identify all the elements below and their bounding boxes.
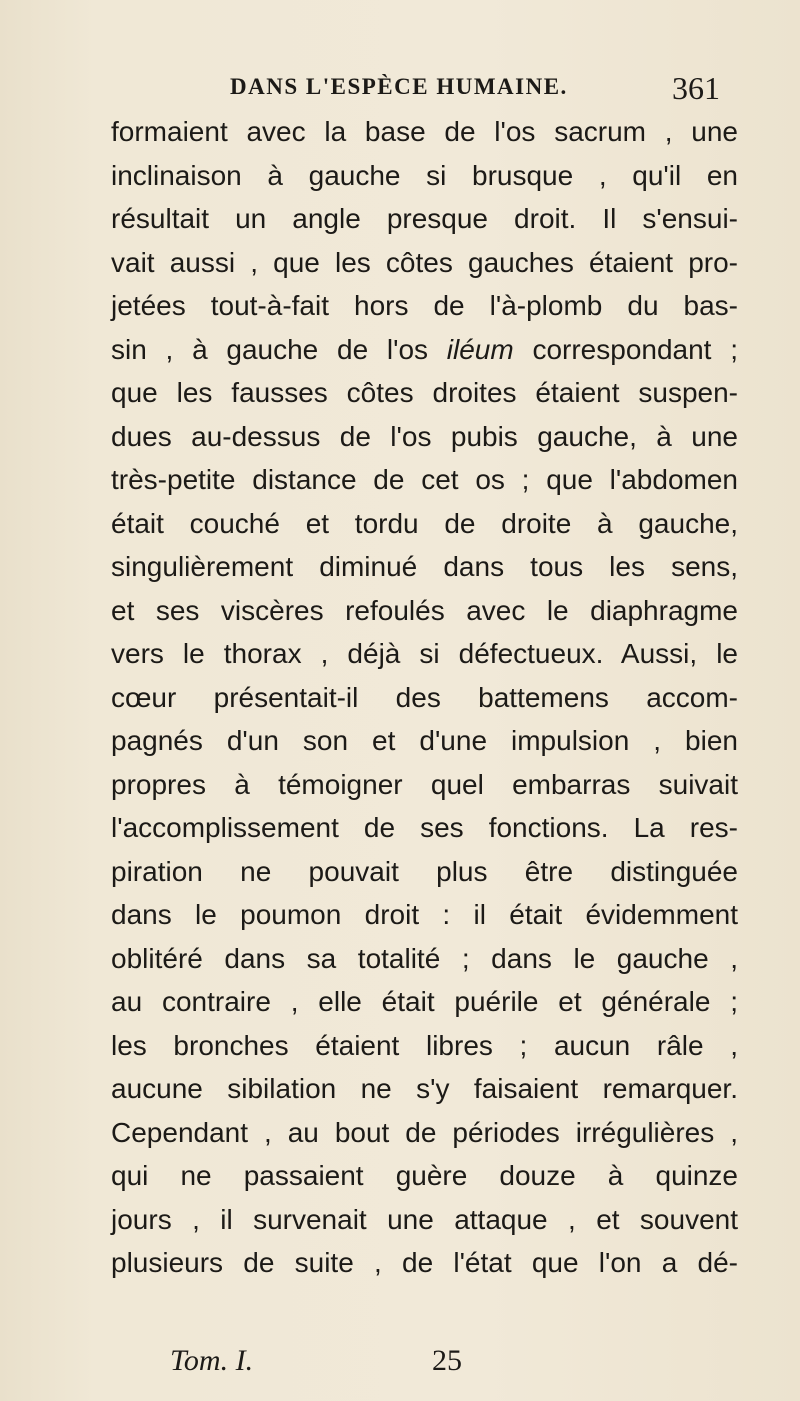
- text-line: vers le thorax , déjà si défectueux. Aussi, le: [111, 638, 738, 669]
- text-line: très-petite distance de cet os ; que l'abdomen: [111, 464, 738, 495]
- text-line: pagnés d'un son et d'une impulsion , bien: [111, 725, 738, 756]
- text-line: l'accomplissement de ses fonctions. La res-: [111, 812, 738, 843]
- text-line: jours , il survenait une attaque , et souvent: [111, 1203, 738, 1235]
- page-header: [230, 70, 720, 110]
- text-line: au contraire , elle était puérile et générale ;: [111, 986, 738, 1017]
- volume-mark: Tom. I.: [170, 1344, 254, 1377]
- text-line: et ses viscères refoulés avec le diaphragme: [111, 594, 738, 626]
- italic-term: iléum: [446, 333, 514, 365]
- body-text: [111, 110, 738, 1285]
- text-line: qui ne passaient guère douze à quinze: [111, 1160, 738, 1191]
- signature-mark: 25: [432, 1344, 462, 1377]
- text-line: formaient avec la base de l'os sacrum , une: [111, 116, 738, 147]
- text-line: jetées tout-à-fait hors de l'à-plomb du bas-: [111, 290, 738, 321]
- text-line: inclinaison à gauche si brusque , qu'il en: [111, 159, 738, 191]
- text-line: résultait un angle presque droit. Il s'ensui-: [111, 203, 738, 234]
- running-head: DANS L'ESPÈCE HUMAINE.: [230, 74, 568, 99]
- text-line: dues au-dessus de l'os pubis gauche, à une: [111, 420, 738, 452]
- text-line: singulièrement diminué dans tous les sens,: [111, 551, 738, 582]
- text-line: que les fausses côtes droites étaient suspen-: [111, 377, 738, 408]
- text-segment: sin , à gauche de l'os: [111, 333, 429, 365]
- page-number: 361: [672, 70, 720, 106]
- text-line: dans le poumon droit : il était évidemment: [111, 899, 738, 930]
- text-line: oblitéré dans sa totalité ; dans le gauche ,: [111, 942, 738, 974]
- text-line: les bronches étaient libres ; aucun râle ,: [111, 1029, 738, 1061]
- text-line: piration ne pouvait plus être distinguée: [111, 855, 738, 887]
- text-line: vait aussi , que les côtes gauches étaient pro-: [111, 246, 738, 278]
- text-line: propres à témoigner quel embarras suivait: [111, 768, 738, 800]
- text-segment: correspondant ;: [532, 333, 738, 365]
- page-footer: [170, 1344, 570, 1384]
- text-line: Cependant , au bout de périodes irrégulières ,: [111, 1116, 738, 1148]
- text-line: plusieurs de suite , de l'état que l'on a dé-: [111, 1247, 738, 1278]
- text-line: était couché et tordu de droite à gauche,: [111, 507, 738, 539]
- text-line: cœur présentait-il des battemens accom-: [111, 681, 738, 713]
- text-line: aucune sibilation ne s'y faisaient remarquer.: [111, 1073, 738, 1104]
- text-line-with-italic: [111, 328, 738, 372]
